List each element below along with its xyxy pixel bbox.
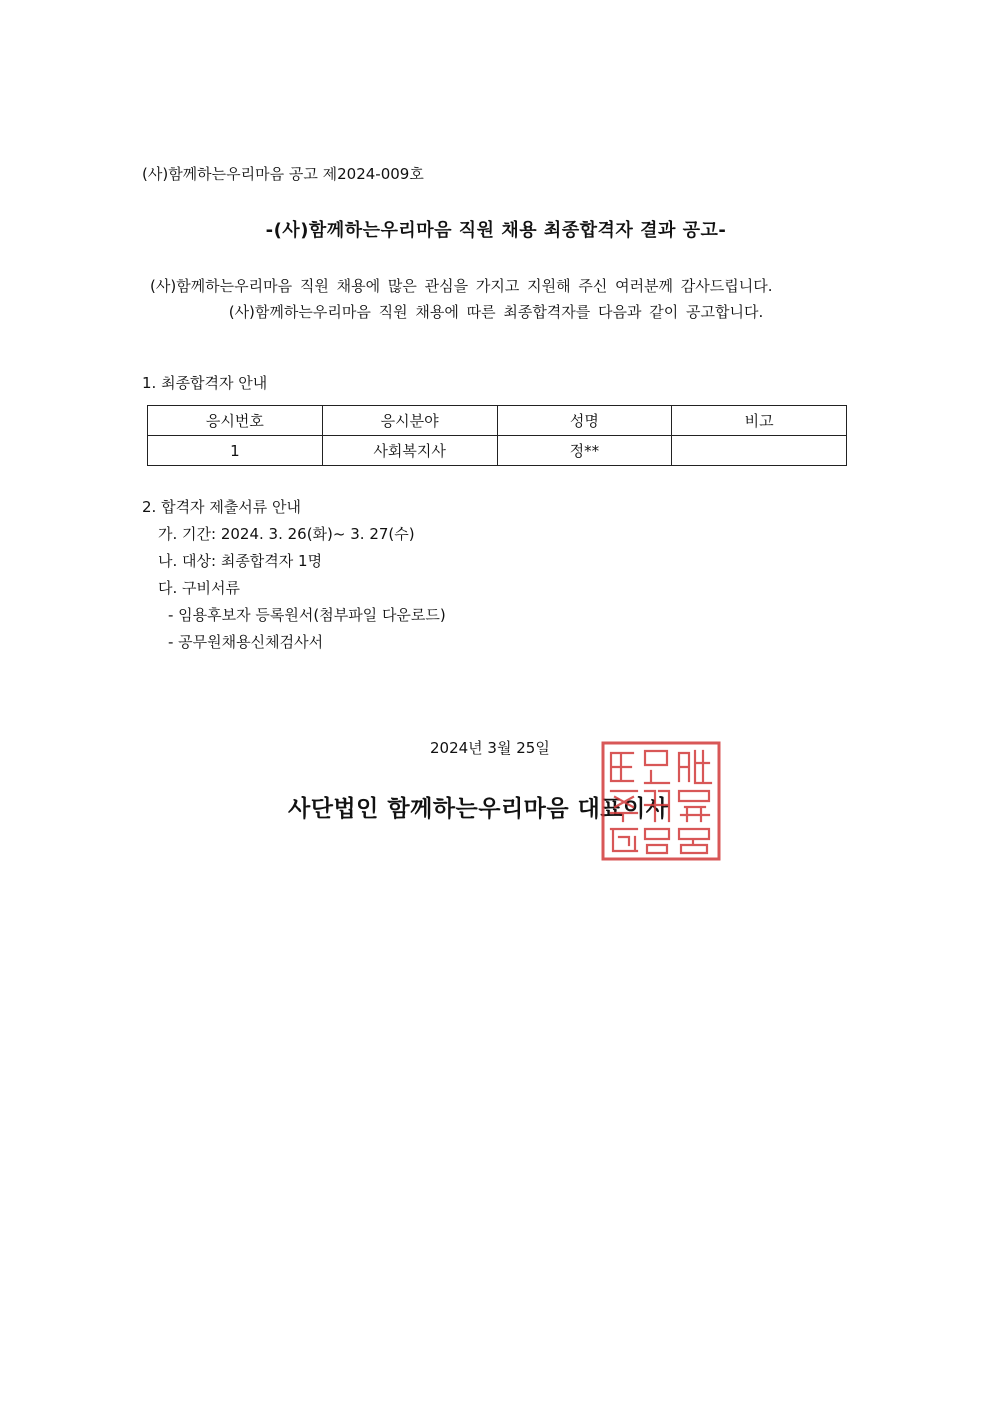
table-cell: [672, 436, 847, 466]
section-1-heading: 1. 최종합격자 안내: [142, 374, 268, 392]
table-header-cell: 비고: [672, 406, 847, 436]
table-header-cell: 응시번호: [148, 406, 323, 436]
page-title: -(사)함께하는우리마음 직원 채용 최종합격자 결과 공고-: [265, 220, 727, 241]
notice-number: (사)함께하는우리마음 공고 제2024-009호: [142, 165, 424, 183]
intro-line-2: (사)함께하는우리마음 직원 채용에 따른 최종합격자를 다음과 같이 공고합니다.: [228, 303, 764, 321]
table-cell: 사회복지사: [322, 436, 497, 466]
section-2-heading: 2. 합격자 제출서류 안내: [142, 498, 302, 516]
organization-signature: 사단법인 함께하는우리마음 대표이사: [288, 796, 669, 822]
list-item: 다. 구비서류: [158, 579, 240, 597]
result-table: [147, 405, 847, 466]
list-item: 나. 대상: 최종합격자 1명: [158, 552, 323, 570]
list-item: - 공무원채용신체검사서: [168, 633, 324, 651]
table-cell: 정**: [497, 436, 672, 466]
table-header-cell: 응시분야: [322, 406, 497, 436]
list-item: 가. 기간: 2024. 3. 26(화)~ 3. 27(수): [158, 525, 415, 543]
table-header-cell: 성명: [497, 406, 672, 436]
table-header-row: [148, 406, 847, 436]
intro-line-1: (사)함께하는우리마음 직원 채용에 많은 관심을 가지고 지원해 주신 여러분께 감사드립니다.: [150, 277, 773, 295]
document-date: 2024년 3월 25일: [430, 739, 550, 757]
official-seal-icon: [601, 741, 721, 861]
table-row: [148, 436, 847, 466]
list-item: - 임용후보자 등록원서(첨부파일 다운로드): [168, 606, 446, 624]
table-cell: 1: [148, 436, 323, 466]
